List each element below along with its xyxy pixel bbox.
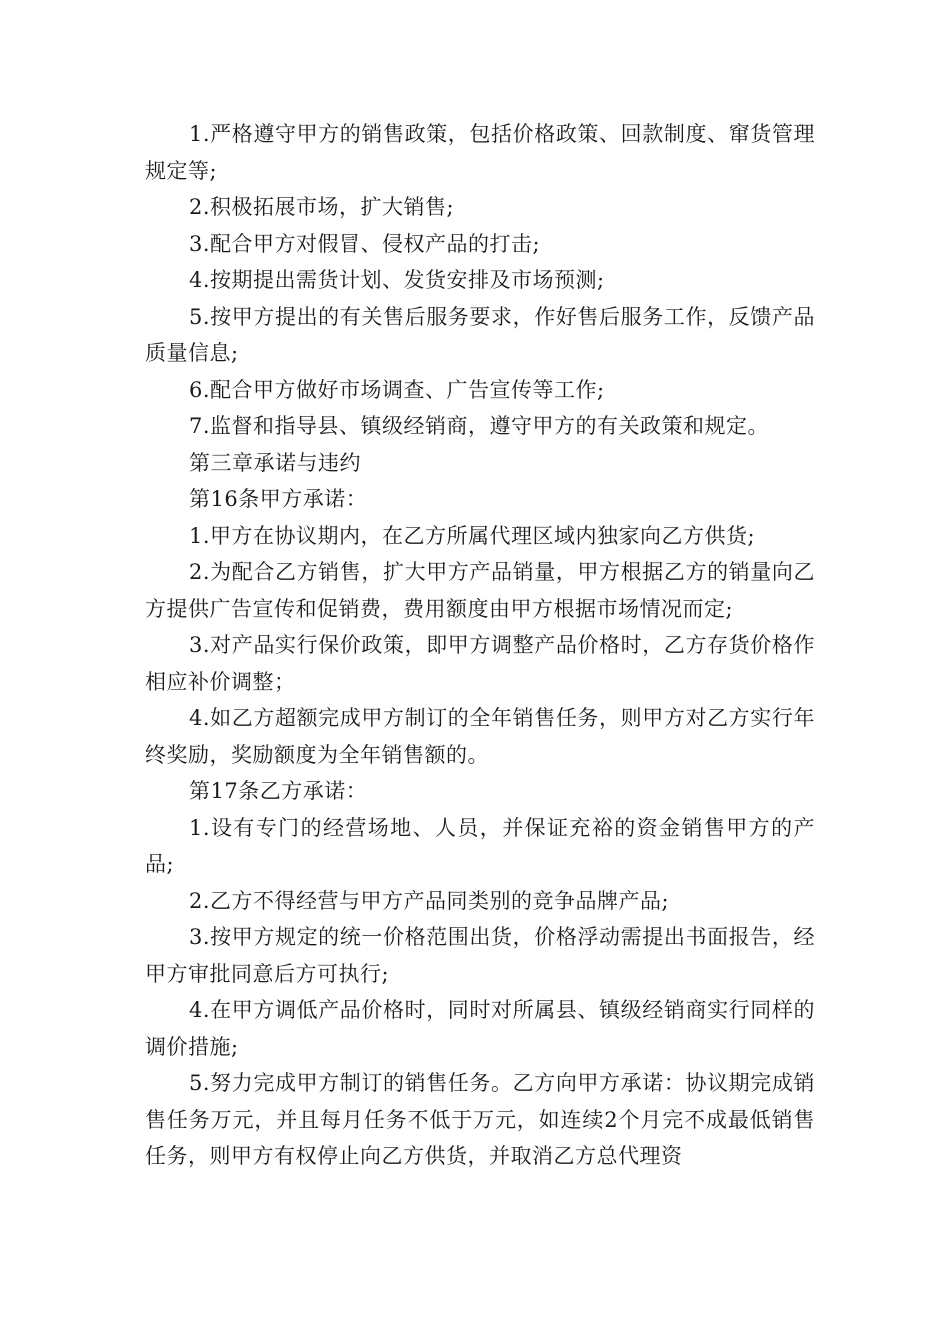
paragraph: 3.按甲方规定的统一价格范围出货，价格浮动需提出书面报告，经甲方审批同意后方可执行; [145,925,815,986]
paragraph: 2.积极拓展市场，扩大销售; [189,195,455,219]
paragraph: 4.如乙方超额完成甲方制订的全年销售任务，则甲方对乙方实行年终奖励，奖励额度为全年销售额的。 [145,706,815,767]
paragraph: 2.为配合乙方销售，扩大甲方产品销量，甲方根据乙方的销量向乙方提供广告宣传和促销费，费用额度由甲方根据市场情况而定; [145,560,815,621]
paragraph: 4.在甲方调低产品价格时，同时对所属县、镇级经销商实行同样的调价措施; [145,998,815,1059]
paragraph: 4.按期提出需货计划、发货安排及市场预测; [189,268,605,292]
document-body [145,116,815,1175]
paragraph: 6.配合甲方做好市场调查、广告宣传等工作; [189,377,605,402]
paragraph: 7.监督和指导县、镇级经销商，遵守甲方的有关政策和规定。 [189,414,770,438]
paragraph: 3.对产品实行保价政策，即甲方调整产品价格时，乙方存货价格作相应补价调整； [145,633,815,694]
paragraph: 3.配合甲方对假冒、侵权产品的打击; [189,231,541,256]
paragraph: 5.努力完成甲方制订的销售任务。乙方向甲方承诺：协议期完成销售任务万元，并且每月任务不低于万元，如连续2个月完不成最低销售任务，则甲方有权停止向乙方供货，并取消乙方总代理资 [145,1071,815,1168]
paragraph: 1.设有专门的经营场地、人员，并保证充裕的资金销售甲方的产品; [145,815,815,876]
paragraph: 1.严格遵守甲方的销售政策，包括价格政策、回款制度、窜货管理规定等; [145,122,815,183]
chapter-heading: 第三章承诺与违约 [189,450,361,475]
article-heading: 第16条甲方承诺： [189,487,368,511]
article-heading: 第17条乙方承诺： [189,779,368,803]
paragraph: 2.乙方不得经营与甲方产品同类别的竞争品牌产品; [189,888,670,913]
paragraph: 1.甲方在协议期内，在乙方所属代理区域内独家向乙方供货; [189,523,756,548]
paragraph: 5.按甲方提出的有关售后服务要求，作好售后服务工作，反馈产品质量信息; [145,304,815,365]
